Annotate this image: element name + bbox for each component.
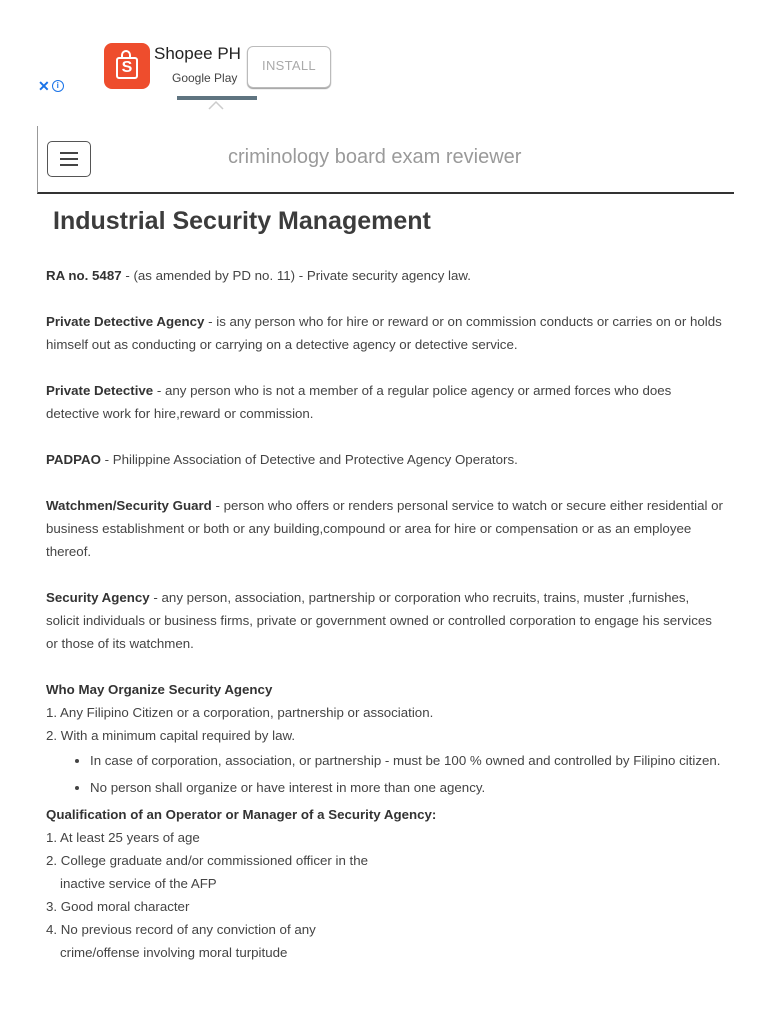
definition	[46, 310, 726, 356]
section-heading	[46, 803, 726, 826]
shopping-bag-icon: S	[116, 57, 138, 79]
ad-app-name[interactable]: Shopee PH	[154, 44, 241, 63]
ad-banner[interactable]	[0, 0, 768, 115]
list-item-continued: inactive service of the AFP	[60, 876, 217, 891]
definition-term: Private Detective Agency	[46, 314, 205, 329]
definition-term: Private Detective	[46, 383, 154, 398]
menu-line	[60, 164, 78, 166]
info-icon[interactable]: i	[52, 80, 64, 92]
definition-text: - any person, association, partnership or corporation who recruits, trains, muster ,furnishes, solicit individuals or business firms, private or government owned or controlled corporation to engage his services or those of its watchmen.	[46, 590, 712, 651]
ad-controls[interactable]	[38, 79, 64, 93]
definition	[46, 448, 726, 471]
definition	[46, 586, 726, 655]
who-may-heading: Who May Organize Security Agency	[46, 682, 273, 697]
definition-text: - person who offers or renders personal service to watch or secure either residential or business establishment or both or any building,compound or area for hire or compensation or as an employee thereof.	[46, 498, 723, 559]
bullet-list	[46, 749, 726, 799]
article-body	[46, 205, 726, 964]
bullet-item: • In case of corporation, association, or partnership - must be 100 % owned and controlled by Filipino citizen.	[90, 749, 726, 772]
menu-line	[60, 158, 78, 160]
list-item: 2. College graduate and/or commissioned officer in the	[46, 853, 369, 868]
definition-term: Security Agency	[46, 590, 150, 605]
definition	[46, 264, 726, 287]
list-item: 2. With a minimum capital required by law.	[46, 728, 296, 743]
site-title[interactable]: criminology board exam reviewer	[228, 146, 522, 168]
close-icon[interactable]: ✕	[38, 78, 50, 94]
list-item: 4. No previous record of any conviction of any	[46, 922, 316, 937]
definition-text: - (as amended by PD no. 11) - Private security agency law.	[121, 268, 471, 283]
ad-store-name: Google Play	[172, 71, 238, 85]
shopee-logo[interactable]	[104, 43, 150, 89]
install-button[interactable]: INSTALL	[247, 46, 331, 88]
definition-text: - is any person who for hire or reward or on commission conducts or carries on or holds himself out as conducting or carrying on a detective agency or detective service.	[46, 314, 722, 352]
definition-term: RA no. 5487	[46, 268, 122, 283]
menu-line	[60, 152, 78, 154]
bullet-item: • No person shall organize or have interest in more than one agency.	[90, 776, 726, 799]
list-item: 1. At least 25 years of age	[46, 830, 200, 845]
definition-term: Watchmen/Security Guard	[46, 498, 212, 513]
definition-text: - Philippine Association of Detective and Protective Agency Operators.	[100, 452, 518, 467]
list-item: 3. Good moral character	[46, 899, 190, 914]
definition	[46, 379, 726, 425]
section-heading	[46, 678, 726, 701]
list-item-continued: crime/offense involving moral turpitude	[60, 945, 288, 960]
caret-up-icon	[208, 100, 224, 110]
list-item: 1. Any Filipino Citizen or a corporation, partnership or association.	[46, 705, 434, 720]
site-header	[37, 126, 734, 194]
hamburger-menu-icon[interactable]	[47, 141, 91, 177]
qualification-heading: Qualification of an Operator or Manager of a Security Agency:	[46, 807, 437, 822]
definition-term: PADPAO	[46, 452, 101, 467]
definition	[46, 494, 726, 563]
definition-text: - any person who is not a member of a regular police agency or armed forces who does detective work for hire,reward or commission.	[46, 383, 672, 421]
page-title: Industrial Security Management	[53, 207, 431, 235]
